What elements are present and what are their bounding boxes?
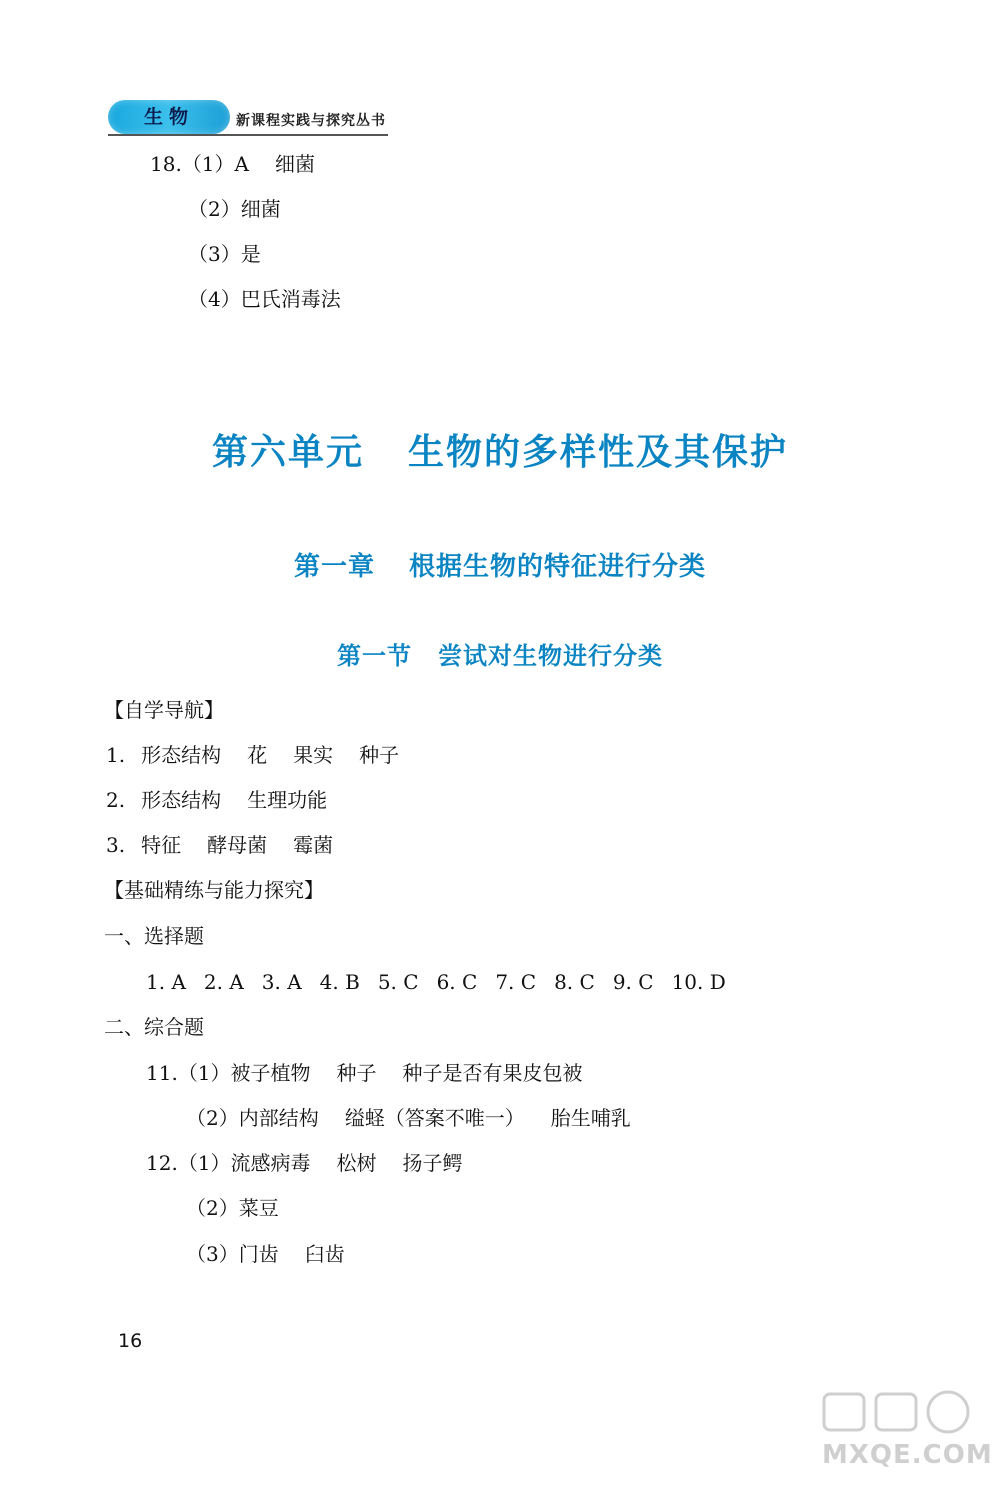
q11-line-1: 11.（1）被子植物 种子 种子是否有果皮包被 <box>146 1061 583 1085</box>
q18-line-3: （3）是 <box>188 242 261 266</box>
page-number: 16 <box>118 1330 143 1352</box>
q18-line-4: （4）巴氏消毒法 <box>188 287 341 311</box>
mc-answer: 5. C <box>377 970 419 994</box>
mc-answer: 7. C <box>495 970 537 994</box>
q12-line-3: （3）门齿 臼齿 <box>186 1242 345 1266</box>
mc-answer: 9. C <box>612 970 654 994</box>
q18-line-1: 18.（1）A 细菌 <box>150 152 315 176</box>
q18-number: 18. <box>150 152 182 176</box>
mc-answer: 6. C <box>436 970 478 994</box>
watermark-logo-icon <box>820 1388 980 1436</box>
practice-title: 【基础精练与能力探究】 <box>104 878 324 902</box>
header-rule <box>108 134 388 136</box>
self-study-line-2: 2. 形态结构 生理功能 <box>106 788 328 812</box>
mc-answer: 2. A <box>203 970 244 994</box>
mc-answer: 3. A <box>261 970 302 994</box>
watermark-logo <box>820 1388 980 1436</box>
section-heading: 第一节 尝试对生物进行分类 <box>337 642 663 670</box>
part-one-title: 一、选择题 <box>104 924 204 948</box>
mc-answer: 8. C <box>554 970 595 994</box>
self-study-line-1: 1. 形态结构 花 果实 种子 <box>106 743 400 767</box>
multiple-choice-answers <box>146 970 744 994</box>
q18-line-2: （2）细菌 <box>188 197 281 221</box>
q11-line-2: （2）内部结构 缢蛏（答案不唯一） 胎生哺乳 <box>186 1106 631 1130</box>
self-study-line-3: 3. 特征 酵母菌 霉菌 <box>106 833 334 857</box>
mc-answer: 4. B <box>319 970 360 994</box>
subject-label: 生物 <box>143 106 194 128</box>
q11-number: 11. <box>146 1061 178 1085</box>
self-study-title: 【自学导航】 <box>104 698 224 722</box>
watermark-site: MXQE.COM <box>822 1440 993 1470</box>
q12-line-1: 12.（1）流感病毒 松树 扬子鳄 <box>146 1151 463 1175</box>
q12-line-2: （2）菜豆 <box>186 1196 279 1220</box>
q12-number: 12. <box>146 1151 178 1175</box>
mc-answer: 1. A <box>146 970 186 994</box>
unit-heading: 第六单元 生物的多样性及其保护 <box>211 432 789 473</box>
part-two-title: 二、综合题 <box>104 1015 204 1039</box>
series-title: 新课程实践与探究丛书 <box>236 113 386 129</box>
chapter-heading: 第一章 根据生物的特征进行分类 <box>293 552 707 582</box>
mc-answer: 10. D <box>671 970 726 994</box>
